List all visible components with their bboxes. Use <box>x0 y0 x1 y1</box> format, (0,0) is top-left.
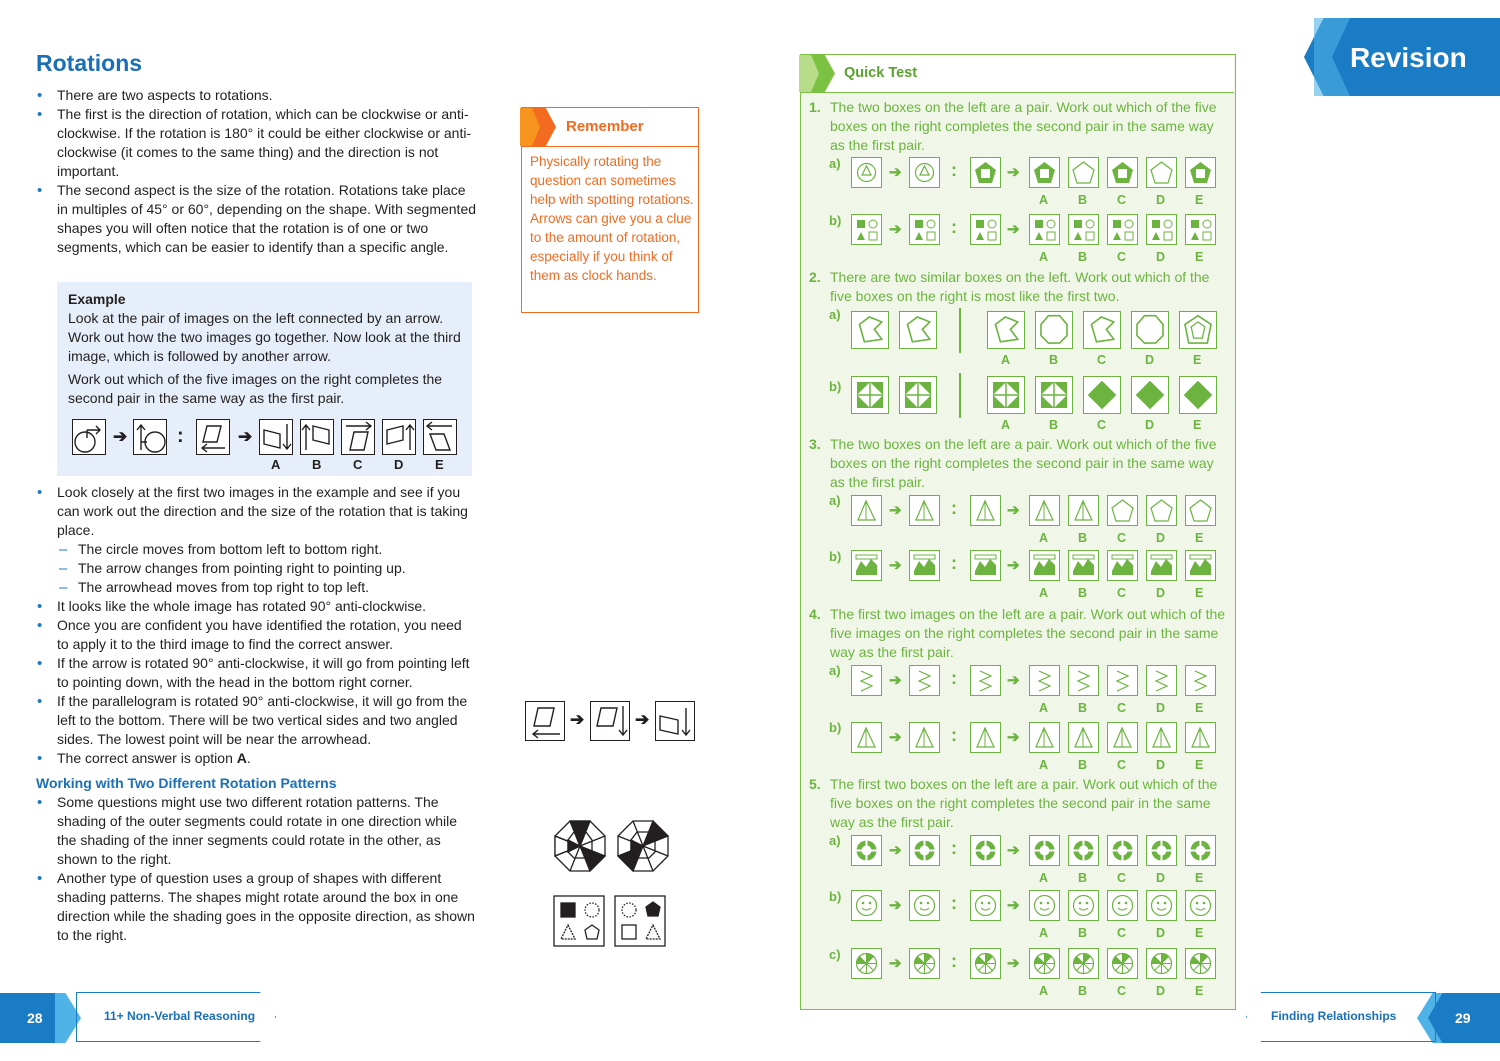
option-label: A <box>1039 250 1049 264</box>
puzzle-box <box>970 835 1001 866</box>
option-label: B <box>1078 586 1088 600</box>
option-label: B <box>1049 353 1059 367</box>
option-box <box>1185 495 1216 526</box>
colon-separator: : <box>951 553 957 573</box>
option-box <box>1146 495 1177 526</box>
arrow-icon: ➔ <box>1007 729 1020 746</box>
example-text-2: Work out which of the five images on the right completes the second pair in the same way as the first pair. <box>68 371 443 406</box>
list-item: • The first is the direction of rotation, which can be clockwise or anti-clockwise. If the rotation is 180° it could be either clockwise or anti-clockwise (it comes to the same thing) and the direction is not important. <box>36 105 476 181</box>
option-label: B <box>1078 871 1088 885</box>
option-box <box>1146 550 1177 581</box>
list-item: • The second aspect is the size of the rotation. Rotations take place in multiples of 45° or 60°, depending on the shape. With segmented shapes you will often notice that the rotation is of one or two segments, which can be easier to identify than a specific angle. <box>36 181 476 257</box>
puzzle-box <box>899 376 937 414</box>
question-3 <box>809 435 1227 492</box>
option-box <box>1107 157 1138 188</box>
quick-test-title: Quick Test <box>844 65 918 81</box>
option-box <box>1029 157 1060 188</box>
puzzle-box <box>970 948 1001 979</box>
option-label: C <box>1117 758 1127 772</box>
part-label: a) <box>829 307 841 322</box>
option-label: D <box>1145 418 1155 432</box>
option-label: B <box>312 457 322 472</box>
arrow-icon: ➔ <box>889 557 902 574</box>
arrow-icon: ➔ <box>889 502 902 519</box>
part-label: b) <box>829 720 842 735</box>
option-box <box>1131 311 1169 349</box>
option-label: C <box>1097 418 1107 432</box>
option-box <box>987 311 1025 349</box>
option-box <box>1107 835 1138 866</box>
arrow-icon: ➔ <box>1007 502 1020 519</box>
question-2 <box>809 268 1227 306</box>
option-label: E <box>1195 250 1204 264</box>
puzzle-box <box>970 214 1001 245</box>
colon-separator: : <box>951 160 957 180</box>
quick-test-box <box>800 54 1236 1010</box>
option-box <box>1068 948 1099 979</box>
solution-figure <box>524 700 696 742</box>
puzzle-box <box>899 311 937 349</box>
option-box <box>987 376 1025 414</box>
puzzle-box <box>851 722 882 753</box>
option-label: B <box>1078 926 1088 940</box>
option-box <box>1083 376 1121 414</box>
option-box <box>1131 376 1169 414</box>
list-item: • Once you are confident you have identified the rotation, you need to apply it to the third image to find the correct answer. <box>36 616 476 654</box>
option-box <box>1068 550 1099 581</box>
option-box <box>1029 722 1060 753</box>
intro-bullets <box>36 86 476 257</box>
option-box <box>1107 890 1138 921</box>
option-box <box>1035 311 1073 349</box>
list-item: • Another type of question uses a group of shapes with different shading patterns. The shapes might rotate around the box in one direction while the shading goes in the opposite direction, as shown to the right. <box>36 869 476 945</box>
example-stem-1 <box>72 419 106 455</box>
puzzle-box <box>970 890 1001 921</box>
divider <box>959 308 961 353</box>
option-label: A <box>1039 193 1049 207</box>
option-label: E <box>1195 701 1204 715</box>
option-label: C <box>1117 193 1127 207</box>
puzzle-box <box>851 495 882 526</box>
question-number: 1. <box>809 99 821 115</box>
list-item: • There are two aspects to rotations. <box>36 86 476 105</box>
puzzle-box <box>851 890 882 921</box>
option-box <box>1083 311 1121 349</box>
colon-separator: : <box>951 498 957 518</box>
option-box <box>1068 665 1099 696</box>
puzzle-box <box>970 157 1001 188</box>
divider <box>959 373 961 418</box>
option-label: C <box>353 457 363 472</box>
option-label: C <box>1117 701 1127 715</box>
remember-box <box>521 107 699 313</box>
option-box <box>1068 722 1099 753</box>
example-option-e <box>423 419 457 455</box>
example-option-b <box>300 419 334 455</box>
puzzle-box <box>970 665 1001 696</box>
option-label: E <box>1195 984 1204 998</box>
option-label: A <box>1039 586 1049 600</box>
question-text: The first two images on the left are a pair. Work out which of the five images on the right completes the second pair in the same way as the first pair. <box>830 606 1226 660</box>
arrow-icon: ➔ <box>570 710 585 729</box>
option-box <box>1146 722 1177 753</box>
answer-suffix: . <box>246 750 251 766</box>
arrow-icon: ➔ <box>635 710 650 729</box>
option-box <box>1185 550 1216 581</box>
puzzle-box <box>909 550 940 581</box>
option-box <box>1107 214 1138 245</box>
option-label: E <box>1195 586 1204 600</box>
arrow-icon: ➔ <box>889 842 902 859</box>
example-option-c <box>341 419 375 455</box>
option-label: B <box>1078 531 1088 545</box>
list-item: • Look closely at the first two images in the example and see if you can work out the direction and the size of the rotation that is taking place. <box>36 483 476 540</box>
list-item: • If the arrow is rotated 90° anti-clockwise, it will go from pointing left to pointing down, with the head in the bottom right corner. <box>36 654 476 692</box>
option-box <box>1185 157 1216 188</box>
colon-separator: : <box>951 725 957 745</box>
option-box <box>1146 890 1177 921</box>
option-label: C <box>1097 353 1107 367</box>
option-box <box>1146 948 1177 979</box>
option-box <box>1185 722 1216 753</box>
option-box <box>1068 890 1099 921</box>
part-label: a) <box>829 663 841 678</box>
arrow-icon: ➔ <box>889 164 902 181</box>
question-number: 2. <box>809 269 821 285</box>
option-label: D <box>1145 353 1155 367</box>
option-box <box>1185 890 1216 921</box>
option-label: A <box>271 457 281 472</box>
puzzle-box <box>970 550 1001 581</box>
page-number-left: 28 <box>27 1010 43 1026</box>
option-box <box>1146 835 1177 866</box>
option-label: B <box>1078 193 1088 207</box>
option-box <box>1107 495 1138 526</box>
arrow-icon: ➔ <box>889 729 902 746</box>
option-box <box>1146 157 1177 188</box>
puzzle-box <box>909 665 940 696</box>
option-label: B <box>1078 758 1088 772</box>
option-label: E <box>1195 871 1204 885</box>
list-item: • It looks like the whole image has rotated 90° anti-clockwise. <box>36 597 476 616</box>
option-box <box>1029 214 1060 245</box>
puzzle-box <box>970 722 1001 753</box>
puzzle-box <box>909 495 940 526</box>
list-item: • Some questions might use two different rotation patterns. The shading of the outer segments could rotate in one direction while the shading of the inner segments could rotate in the other, as shown to the right. <box>36 793 476 869</box>
option-label: E <box>1195 531 1204 545</box>
puzzle-box <box>851 948 882 979</box>
option-label: D <box>1156 926 1166 940</box>
option-label: C <box>1117 926 1127 940</box>
quick-test-header <box>801 55 1234 93</box>
option-box <box>1185 214 1216 245</box>
option-label: E <box>1195 193 1204 207</box>
subheading: Working with Two Different Rotation Patterns <box>36 775 337 791</box>
arrow-icon: ➔ <box>889 672 902 689</box>
option-box <box>1146 214 1177 245</box>
colon-separator: : <box>951 951 957 971</box>
list-item <box>36 749 476 768</box>
part-label: c) <box>829 947 841 962</box>
footer-right-title: Finding Relationships <box>1271 1009 1397 1023</box>
option-label: B <box>1049 418 1059 432</box>
puzzle-box <box>851 665 882 696</box>
footer-left-title: 11+ Non-Verbal Reasoning <box>104 1009 256 1023</box>
colon-separator: : <box>951 217 957 237</box>
list-item: – The circle moves from bottom left to bottom right. <box>36 540 476 559</box>
list-item: – The arrow changes from pointing right to pointing up. <box>36 559 476 578</box>
option-box <box>1068 835 1099 866</box>
option-label: D <box>394 457 404 472</box>
arrow-icon: ➔ <box>1007 672 1020 689</box>
option-box <box>1107 665 1138 696</box>
option-label: C <box>1117 984 1127 998</box>
option-label: D <box>1156 758 1166 772</box>
arrow-icon: ➔ <box>1007 842 1020 859</box>
example-option-d <box>382 419 416 455</box>
option-label: A <box>1001 418 1011 432</box>
option-box <box>1029 665 1060 696</box>
arrow-icon: ➔ <box>238 427 253 446</box>
option-label: C <box>1117 871 1127 885</box>
solution-stem <box>525 701 565 741</box>
option-label: A <box>1039 926 1049 940</box>
question-text: The first two boxes on the left are a pair. Work out which of the five boxes on the right completes the second pair in the same way as the first pair. <box>830 776 1218 830</box>
option-label: D <box>1156 871 1166 885</box>
option-label: D <box>1156 586 1166 600</box>
colon-separator: : <box>951 668 957 688</box>
puzzle-box <box>851 214 882 245</box>
puzzle-box <box>851 550 882 581</box>
answer-prefix: The correct answer is option <box>57 750 237 766</box>
part-label: a) <box>829 493 841 508</box>
puzzle-box <box>851 157 882 188</box>
list-item: • If the parallelogram is rotated 90° anti-clockwise, it will go from the left to the bottom. There will be two vertical sides and two angled sides. The lowest point will be near the arrowhead. <box>36 692 476 749</box>
question-number: 5. <box>809 776 821 792</box>
option-box <box>1029 890 1060 921</box>
page-title: Rotations <box>36 50 143 76</box>
arrow-icon: ➔ <box>889 221 902 238</box>
option-label: B <box>1078 701 1088 715</box>
option-box <box>1107 948 1138 979</box>
puzzle-box <box>909 214 940 245</box>
colon-separator: : <box>951 893 957 913</box>
option-label: A <box>1039 984 1049 998</box>
puzzle-box <box>909 722 940 753</box>
part-label: a) <box>829 156 841 171</box>
octagon-pair-figure <box>552 818 672 876</box>
option-label: D <box>1156 984 1166 998</box>
arrow-icon: ➔ <box>1007 955 1020 972</box>
question-number: 3. <box>809 436 821 452</box>
puzzle-box <box>851 311 889 349</box>
option-box <box>1107 722 1138 753</box>
option-label: E <box>435 457 444 472</box>
option-label: C <box>1117 586 1127 600</box>
option-label: A <box>1039 531 1049 545</box>
option-box <box>1146 665 1177 696</box>
option-label: D <box>1156 701 1166 715</box>
answer-letter: A <box>236 750 247 766</box>
page-number-right: 29 <box>1455 1010 1471 1026</box>
part-label: b) <box>829 549 842 564</box>
list-item: – The arrowhead moves from top right to top left. <box>36 578 476 597</box>
remember-title: Remember <box>566 118 644 135</box>
option-label: D <box>1156 250 1166 264</box>
option-box <box>1068 157 1099 188</box>
option-label: E <box>1195 758 1204 772</box>
part-label: b) <box>829 889 842 904</box>
arrow-icon: ➔ <box>889 955 902 972</box>
arrow-icon: ➔ <box>1007 557 1020 574</box>
question-4 <box>809 605 1227 662</box>
puzzle-box <box>909 157 940 188</box>
option-label: E <box>1193 418 1202 432</box>
example-text-1: Look at the pair of images on the left connected by an arrow. Work out how the two images go together. Now look at the third image, which is followed by another arrow. <box>68 310 461 364</box>
puzzle-box <box>851 835 882 866</box>
arrow-icon: ➔ <box>1007 221 1020 238</box>
question-5 <box>809 775 1227 832</box>
question-text: The two boxes on the left are a pair. Work out which of the five boxes on the right completes the second pair in the same way as the first pair. <box>830 99 1217 153</box>
option-label: A <box>1001 353 1011 367</box>
option-label: B <box>1078 984 1088 998</box>
example-heading: Example <box>68 291 126 307</box>
arrow-icon: ➔ <box>889 897 902 914</box>
question-1 <box>809 98 1227 155</box>
option-box <box>1029 948 1060 979</box>
option-box <box>1185 835 1216 866</box>
example-stem-3 <box>196 419 230 455</box>
option-box <box>1029 550 1060 581</box>
option-label: A <box>1039 758 1049 772</box>
question-number: 4. <box>809 606 821 622</box>
part-label: a) <box>829 833 841 848</box>
example-box <box>57 282 472 476</box>
arrow-icon: ➔ <box>1007 897 1020 914</box>
option-box <box>1029 495 1060 526</box>
option-box <box>1107 550 1138 581</box>
revision-tab: Revision <box>1350 42 1467 73</box>
option-label: E <box>1193 353 1202 367</box>
example-option-a <box>259 419 293 455</box>
option-box <box>1185 665 1216 696</box>
arrow-icon: ➔ <box>1007 164 1020 181</box>
puzzle-box <box>909 948 940 979</box>
option-box <box>1035 376 1073 414</box>
part-label: b) <box>829 379 842 394</box>
shape-group-figure <box>553 895 667 947</box>
option-box <box>1179 376 1217 414</box>
option-box <box>1179 311 1217 349</box>
option-label: A <box>1039 871 1049 885</box>
question-text: There are two similar boxes on the left. Work out which of the five boxes on the right is most like the first two. <box>830 269 1210 304</box>
puzzle-box <box>909 890 940 921</box>
puzzle-box <box>851 376 889 414</box>
example-stem-2 <box>133 419 167 455</box>
question-text: The two boxes on the left are a pair. Work out which of the five boxes on the right completes the second pair in the same way as the first pair. <box>830 436 1217 490</box>
colon-separator: : <box>951 838 957 858</box>
option-label: A <box>1039 701 1049 715</box>
colon-separator: : <box>177 425 184 447</box>
remember-text: Physically rotating the question can sometimes help with spotting rotations. Arrows can give you a clue to the amount of rotation, especially if you think of them as clock hands. <box>530 154 694 283</box>
option-label: C <box>1117 250 1127 264</box>
solution-step <box>590 701 630 741</box>
option-box <box>1068 495 1099 526</box>
explanation-bullets <box>36 483 476 945</box>
option-label: E <box>1195 926 1204 940</box>
puzzle-box <box>909 835 940 866</box>
part-label: b) <box>829 213 842 228</box>
solution-answer <box>655 701 695 741</box>
option-label: D <box>1156 193 1166 207</box>
option-label: B <box>1078 250 1088 264</box>
option-box <box>1068 214 1099 245</box>
option-box <box>1185 948 1216 979</box>
puzzle-box <box>970 495 1001 526</box>
remember-header <box>522 108 698 147</box>
option-label: C <box>1117 531 1127 545</box>
arrow-icon: ➔ <box>113 427 128 446</box>
option-box <box>1029 835 1060 866</box>
option-label: D <box>1156 531 1166 545</box>
